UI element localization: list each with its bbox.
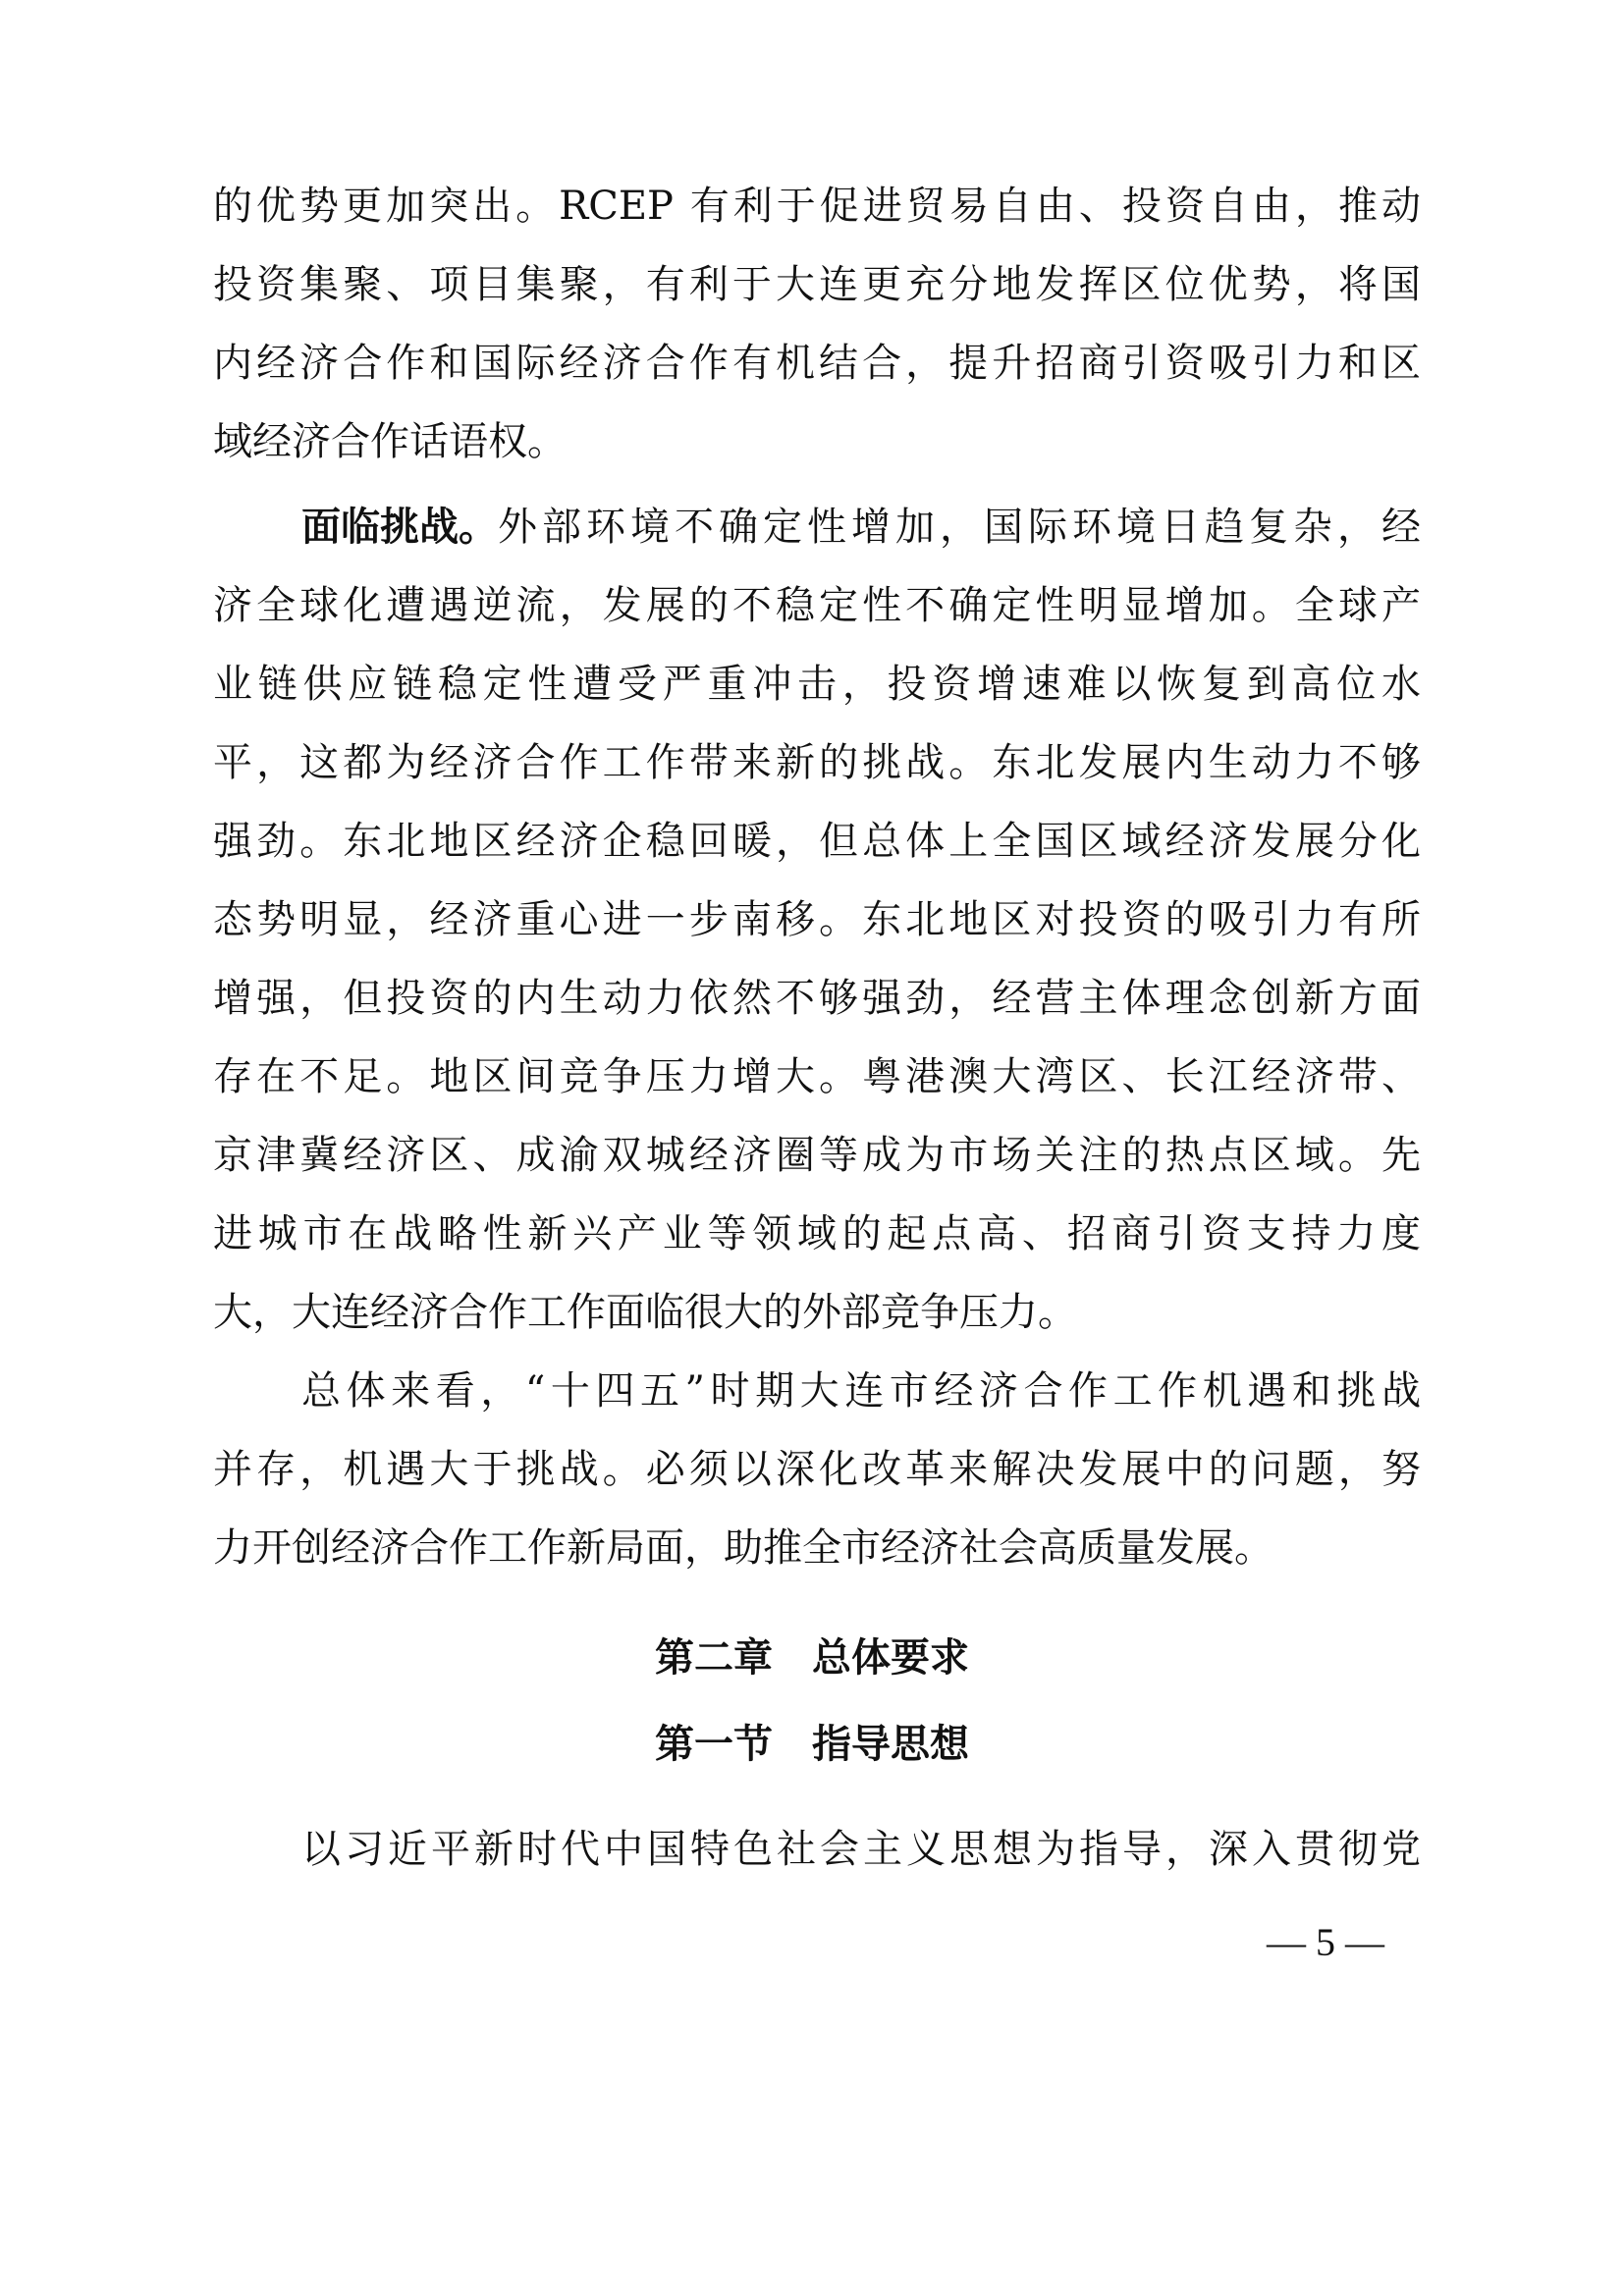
paragraph-1-line-1: 的优势更加突出。RCEP 有利于促进贸易自由、投资自由，推动 — [213, 184, 1421, 229]
paragraph-3-line-1: 总体来看，“十四五”时期大连市经济合作工作机遇和挑战 — [301, 1368, 1421, 1414]
paragraph-2-line-2: 济全球化遭遇逆流，发展的不稳定性不确定性明显增加。全球产 — [213, 583, 1421, 628]
paragraph-1-line-3: 内经济合作和国际经济合作有机结合，提升招商引资吸引力和区 — [213, 341, 1421, 386]
paragraph-2-line-3: 业链供应链稳定性遭受严重冲击，投资增速难以恢复到高位水 — [213, 662, 1421, 707]
paragraph-2-line-5: 强劲。东北地区经济企稳回暖，但总体上全国区域经济发展分化 — [213, 819, 1421, 864]
paragraph-4-line-1: 以习近平新时代中国特色社会主义思想为指导，深入贯彻党 — [301, 1827, 1421, 1872]
paragraph-2-line-8: 存在不足。地区间竞争压力增大。粤港澳大湾区、长江经济带、 — [213, 1054, 1421, 1099]
paragraph-2-line-4: 平，这都为经济合作工作带来新的挑战。东北发展内生动力不够 — [213, 740, 1421, 785]
paragraph-1-line-2: 投资集聚、项目集聚，有利于大连更充分地发挥区位优势，将国 — [213, 262, 1421, 307]
paragraph-3-line-3: 力开创经济合作工作新局面，助推全市经济社会高质量发展。 — [213, 1525, 1273, 1571]
paragraph-2-line-10: 进城市在战略性新兴产业等领域的起点高、招商引资支持力度 — [213, 1211, 1421, 1256]
paragraph-2-lead: 面临挑战。 — [301, 505, 498, 550]
paragraph-2-line-11: 大，大连经济合作工作面临很大的外部竞争压力。 — [213, 1290, 1077, 1335]
paragraph-2-line-9: 京津冀经济区、成渝双城经济圈等成为市场关注的热点区域。先 — [213, 1133, 1421, 1178]
section-heading: 第一节 指导思想 — [655, 1721, 969, 1767]
chapter-heading: 第二章 总体要求 — [655, 1635, 969, 1681]
paragraph-2-line-1 — [301, 504, 1421, 551]
paragraph-3-line-2: 并存，机遇大于挑战。必须以深化改革来解决发展中的问题，努 — [213, 1447, 1421, 1492]
paragraph-2-line-7: 增强，但投资的内生动力依然不够强劲，经营主体理念创新方面 — [213, 976, 1421, 1021]
paragraph-1-line-4: 域经济合作话语权。 — [213, 419, 567, 464]
paragraph-2-line-1-text: 外部环境不确定性增加，国际环境日趋复杂，经 — [498, 505, 1421, 550]
page-number: — 5 — — [1267, 1920, 1384, 1964]
paragraph-2-line-6: 态势明显，经济重心进一步南移。东北地区对投资的吸引力有所 — [213, 897, 1421, 942]
